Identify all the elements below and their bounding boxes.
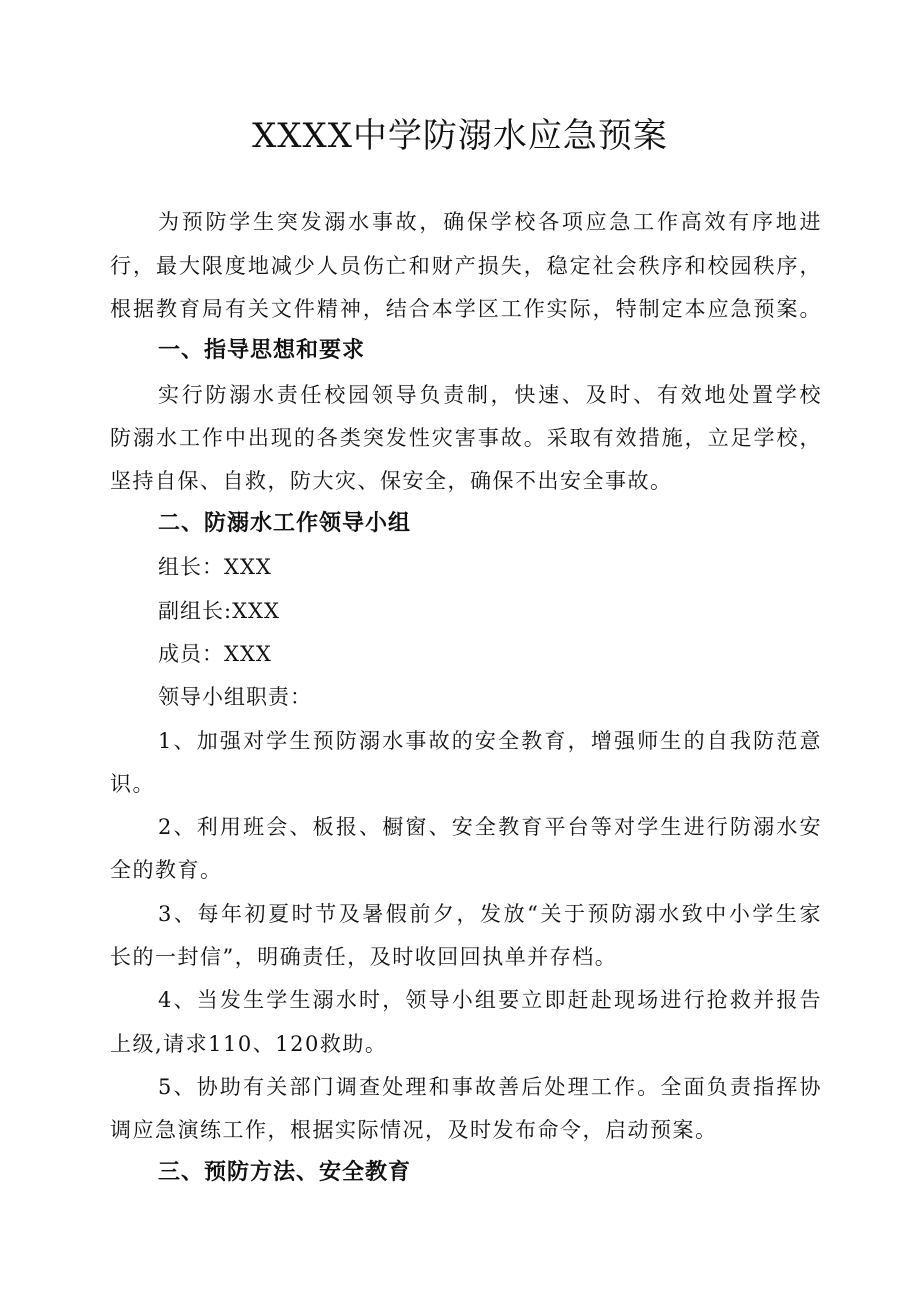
duty-3-line-1: 3、每年初夏时节及暑假前夕，发放“关于预防溺水致中小学生家 (158, 902, 822, 926)
duty-1-line-2: 识。 (110, 772, 155, 796)
section1-line-1: 实行防溺水责任校园领导负责制，快速、及时、有效地处置学校 (158, 383, 822, 407)
intro-line-2: 行，最大限度地减少人员伤亡和财产损失，稳定社会秩序和校园秩序， (110, 254, 822, 278)
duty-2-line-1: 2、利用班会、板报、橱窗、安全教育平台等对学生进行防溺水安 (158, 815, 822, 839)
duty-2-line-2: 全的教育。 (110, 858, 223, 882)
section-heading-2: 二、防溺水工作领导小组 (158, 511, 412, 536)
duty-3-line-2: 长的一封信”，明确责任，及时收回回执单并存档。 (110, 945, 618, 969)
duty-5-line-1: 5、协助有关部门调查处理和事故善后处理工作。全面负责指挥协 (158, 1075, 822, 1099)
duty-1-line-1: 1、加强对学生预防溺水事故的安全教育，增强师生的自我防范意 (158, 729, 822, 753)
group-deputy-leader: 副组长:XXX (158, 599, 280, 623)
section1-line-3: 坚持自保、自救，防大灾、保安全，确保不出安全事故。 (110, 469, 673, 493)
duty-4-line-2: 上级,请求110、120救助。 (110, 1032, 388, 1056)
intro-line-1: 为预防学生突发溺水事故，确保学校各项应急工作高效有序地进 (158, 210, 822, 234)
document-title: XXXX中学防溺水应急预案 (252, 116, 668, 156)
duty-4-line-1: 4、当发生学生溺水时，领导小组要立即赶赴现场进行抢救并报告 (158, 988, 822, 1012)
intro-line-3: 根据教育局有关文件精神，结合本学区工作实际，特制定本应急预案。 (110, 297, 822, 321)
section1-line-2: 防溺水工作中出现的各类突发性灾害事故。采取有效措施，立足学校， (110, 426, 822, 450)
section-heading-1: 一、指导思想和要求 (158, 338, 366, 363)
group-leader: 组长：XXX (158, 555, 272, 579)
group-duties-label: 领导小组职责： (158, 685, 312, 709)
group-members: 成员：XXX (158, 642, 272, 666)
section-heading-3: 三、预防方法、安全教育 (158, 1160, 412, 1185)
duty-5-line-2: 调应急演练工作，根据实际情况，及时发布命令，启动预案。 (110, 1118, 718, 1142)
